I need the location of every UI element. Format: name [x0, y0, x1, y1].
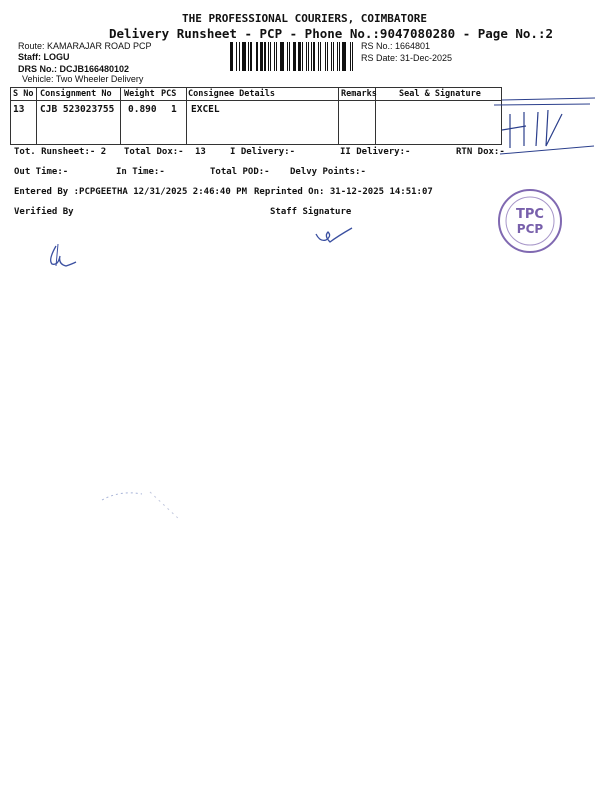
- rs-date: RS Date: 31-Dec-2025: [361, 53, 453, 63]
- ii-delivery: II Delivery:-: [340, 147, 411, 157]
- i-delivery: I Delivery:-: [230, 147, 296, 157]
- row-weight: 0.890: [128, 104, 157, 115]
- total-dox-label: Total Dox:-: [124, 147, 184, 157]
- total-runsheet: Tot. Runsheet:- 2: [14, 147, 107, 157]
- col-consignment: Consignment No: [40, 89, 112, 99]
- staff-signature-icon: [312, 224, 356, 246]
- recipient-signature-icon: [490, 96, 595, 166]
- scan-artifact: [100, 486, 190, 526]
- reprinted-on: Reprinted On: 31-12-2025 14:51:07: [254, 187, 433, 197]
- total-pod: Total POD:-: [210, 167, 270, 177]
- col-weight: Weight: [124, 89, 155, 99]
- staff-label: Staff: LOGU: [18, 52, 70, 62]
- drs-number: DRS No.: DCJB166480102: [18, 64, 130, 74]
- col-consignee: Consignee Details: [188, 89, 275, 99]
- barcode: [230, 42, 356, 71]
- verifier-signature-icon: [42, 240, 82, 272]
- col-seal-signature: Seal & Signature: [399, 89, 481, 99]
- row-sno: 13: [13, 104, 25, 115]
- total-dox-value: 13: [195, 147, 206, 157]
- col-remarks: Remarks: [341, 89, 377, 99]
- staff-signature-label: Staff Signature: [270, 207, 352, 217]
- delivery-points: Delvy Points:-: [290, 167, 366, 177]
- rs-number: RS No.: 1664801: [361, 41, 431, 51]
- verified-by: Verified By: [14, 207, 74, 217]
- route-label: Route: KAMARAJAR ROAD PCP: [18, 41, 152, 51]
- vehicle-label: Vehicle: Two Wheeler Delivery: [22, 74, 144, 84]
- row-consignee: EXCEL: [191, 104, 220, 115]
- col-pcs: PCS: [161, 89, 177, 99]
- row-pcs: 1: [171, 104, 177, 115]
- row-consignment: CJB 523023755: [40, 104, 115, 115]
- rtn-dox: RTN Dox:-: [456, 147, 505, 157]
- col-sno: S No: [13, 89, 34, 99]
- in-time: In Time:-: [116, 167, 165, 177]
- out-time: Out Time:-: [14, 167, 69, 177]
- entered-by: Entered By :PCPGEETHA 12/31/2025 2:46:40 PM: [14, 187, 247, 197]
- company-name: THE PROFESSIONAL COURIERS, COIMBATORE: [182, 12, 428, 25]
- runsheet-title: Delivery Runsheet - PCP - Phone No.:9047080280 - Page No.:2: [109, 26, 554, 41]
- runsheet-table: [10, 87, 502, 145]
- company-seal-stamp-icon: [496, 186, 564, 256]
- stamp-text-top: TPC: [516, 207, 544, 222]
- stamp-text-bottom: PCP: [516, 222, 544, 236]
